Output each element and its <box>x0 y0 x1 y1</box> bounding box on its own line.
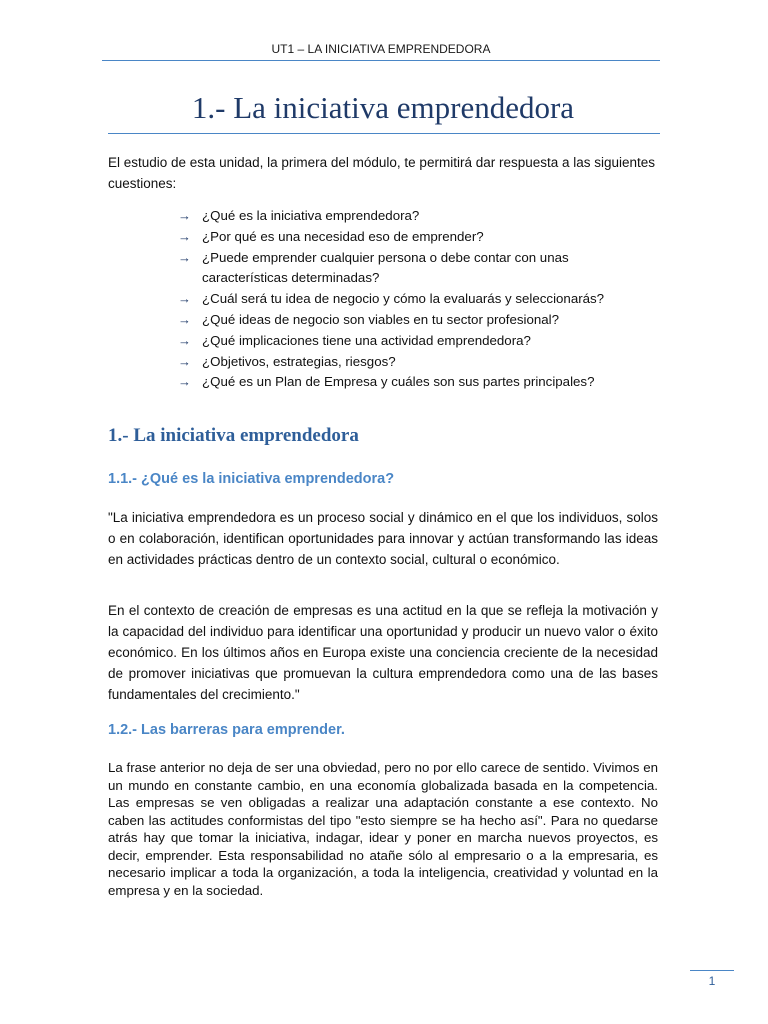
right-arrow-icon: → <box>178 249 191 265</box>
list-item <box>178 248 648 290</box>
question-text: ¿Qué ideas de negocio son viables en tu sector profesional? <box>202 311 560 327</box>
subsection-heading: 1.2.- Las barreras para emprender. <box>108 722 345 738</box>
header-divider <box>102 60 660 61</box>
page-number: 1 <box>708 974 716 988</box>
right-arrow-icon: → <box>178 374 191 390</box>
question-list <box>178 206 648 393</box>
question-text: ¿Qué es la iniciativa emprendedora? <box>202 208 420 223</box>
right-arrow-icon: → <box>178 228 191 244</box>
list-item <box>178 310 648 331</box>
right-arrow-icon: → <box>178 353 191 369</box>
right-arrow-icon: → <box>178 208 191 223</box>
question-text: ¿Por qué es una necesidad eso de emprender? <box>202 228 484 244</box>
subsection-heading: 1.1.- ¿Qué es la iniciativa emprendedora? <box>108 471 395 487</box>
page-title: 1.- La iniciativa emprendedora <box>191 90 575 125</box>
question-text: ¿Cuál será tu idea de negocio y cómo la evaluarás y seleccionarás? <box>202 291 605 307</box>
body-paragraph: "La iniciativa emprendedora es un proceso social y dinámico en el que los individuos, solos o en colaboración, identifican oportunidades para innovar y actúan transformando las ideas en actividades prácticas dentro de un contexto social, cultural o económico. <box>108 510 658 567</box>
right-arrow-icon: → <box>178 291 191 307</box>
footer-divider <box>690 970 734 971</box>
body-paragraph: En el contexto de creación de empresas es una actitud en la que se refleja la motivación y la capacidad del individuo para identificar una oportunidad y producir un nuevo valor o éxito económico. En los últimos años en Europa existe una conciencia creciente de la necesidad de promover iniciativas que promuevan la cultura emprendedora como una de las bases fundamentales del crecimiento." <box>108 603 658 702</box>
list-item <box>178 227 648 248</box>
right-arrow-icon: → <box>178 311 191 327</box>
right-arrow-icon: → <box>178 332 191 348</box>
question-text: ¿Puede emprender cualquier persona o debe contar con unas características determinadas? <box>202 249 569 286</box>
page-header: UT1 – LA INICIATIVA EMPRENDEDORA <box>271 42 491 56</box>
section-heading: 1.- La iniciativa emprendedora <box>108 425 359 446</box>
list-item <box>178 372 648 393</box>
body-paragraph: La frase anterior no deja de ser una obviedad, pero no por ello carece de sentido. Vivimos en un mundo en constante cambio, en una economía globalizada basada en la competencia. Las empresas se ven obligadas a realizar una adaptación constante a ese contexto. No caben las actitudes conformistas del tipo "esto siempre se ha hecho así". Para no quedarse atrás hay que tomar la iniciativa, indagar, idear y poner en marcha nuevos proyectos, es decir, emprender. Esta responsabilidad no atañe sólo al empresario o a la empresaria, es necesario implicar a toda la organización, a toda la inteligencia, creatividad y voluntad en la empresa y en la sociedad. <box>108 760 658 898</box>
list-item <box>178 331 648 352</box>
list-item <box>178 206 648 227</box>
intro-paragraph: El estudio de esta unidad, la primera del módulo, te permitirá dar respuesta a las siguientes cuestiones: <box>108 155 656 191</box>
title-divider <box>108 133 660 134</box>
question-text: ¿Objetivos, estrategias, riesgos? <box>202 353 396 369</box>
list-item <box>178 289 648 310</box>
question-text: ¿Qué es un Plan de Empresa y cuáles son sus partes principales? <box>202 374 595 390</box>
question-text: ¿Qué implicaciones tiene una actividad emprendedora? <box>202 332 531 348</box>
list-item <box>178 352 648 373</box>
